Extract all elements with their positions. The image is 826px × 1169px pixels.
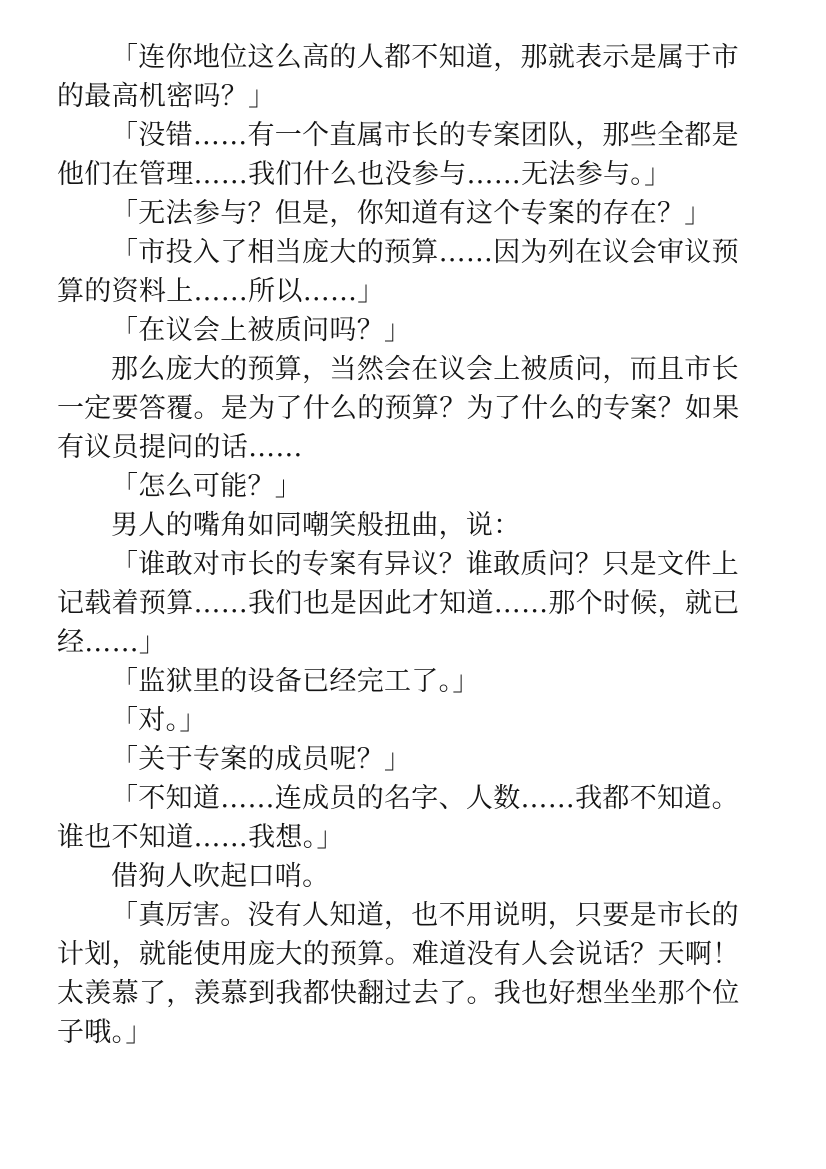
paragraph-8: 男人的嘴角如同嘲笑般扭曲，说： <box>111 510 521 541</box>
paragraph-14: 借狗人吹起口哨。 <box>111 861 330 892</box>
paragraph-4: 「市投入了相当庞大的预算……因为列在议会审议预算的资料上……所以……」 <box>57 237 739 307</box>
paragraph-2: 「没错……有一个直属市长的专案团队，那些全都是他们在管理……我们什么也没参与……无法参与。」 <box>57 120 739 190</box>
paragraph-7: 「怎么可能？」 <box>111 471 303 502</box>
paragraph-5: 「在议会上被质问吗？」 <box>111 315 412 346</box>
paragraph-15: 「真厉害。没有人知道，也不用说明，只要是市长的计划，就能使用庞大的预算。难道没有人会说话？天啊！太羡慕了，羡慕到我都快翻过去了。我也好想坐坐那个位子哦。」 <box>57 900 740 1048</box>
paragraph-10: 「监狱里的设备已经完工了。」 <box>111 666 480 697</box>
paragraph-9: 「谁敢对市长的专案有异议？谁敢质问？只是文件上记载着预算……我们也是因此才知道……那个时候，就已经……」 <box>57 549 740 658</box>
paragraph-6: 那么庞大的预算，当然会在议会上被质问，而且市长一定要答覆。是为了什么的预算？为了什么的专案？如果有议员提问的话…… <box>57 354 740 463</box>
paragraph-11: 「对。」 <box>111 705 207 736</box>
paragraph-13: 「不知道……连成员的名字、人数……我都不知道。谁也不知道……我想。」 <box>57 783 739 853</box>
paragraph-1: 「连你地位这么高的人都不知道，那就表示是属于市的最高机密吗？」 <box>57 42 739 112</box>
body-text <box>57 38 757 1052</box>
paragraph-12: 「关于专案的成员呢？」 <box>111 744 412 775</box>
paragraph-3: 「无法参与？但是，你知道有这个专案的存在？」 <box>111 198 712 229</box>
